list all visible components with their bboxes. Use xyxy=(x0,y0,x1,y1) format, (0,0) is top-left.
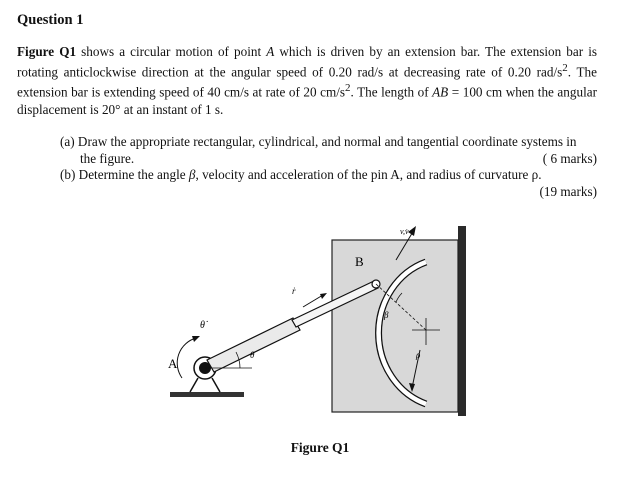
label-theta-dot: θ̇ xyxy=(200,320,205,331)
question-parts xyxy=(60,134,597,200)
part-a-cont: the figure. ( 6 marks) xyxy=(80,150,597,166)
rdot-arrow xyxy=(303,295,323,307)
label-beta: β xyxy=(384,310,389,320)
figure-caption: Figure Q1 xyxy=(290,440,350,455)
ground xyxy=(170,392,244,397)
wall xyxy=(458,226,466,416)
part-b xyxy=(60,167,597,200)
label-theta: θ xyxy=(250,350,255,360)
part-b-marks: (19 marks) xyxy=(539,183,597,199)
part-b-text: (b) Determine the angle β, velocity and acceleration of the pin A, and radius of curvature ρ. xyxy=(60,167,542,182)
part-a-text: (a) Draw the appropriate rectangular, cylindrical, and normal and tangential coordinate systems in xyxy=(60,134,577,149)
question-intro: Figure Q1 shows a circular motion of point A which is driven by an extension bar. The extension bar is rotating anticlockwise direction at the angular speed of 0.20 rad/s at decreasing rate of 0.20 rad/$s^2$. The extension bar is extending speed of 40 cm/s at rate of 20 $cm/s^2$. The length of AB = 100 cm when the angular displacement is 20° at an instant of 1 s. xyxy=(17,44,598,117)
label-a: A xyxy=(168,356,178,371)
question-title: Question 1 xyxy=(17,12,84,28)
mechanism-diagram xyxy=(160,212,480,432)
label-velocity: v,v̇ xyxy=(400,227,409,236)
figure-reference: Figure Q1 xyxy=(17,44,77,59)
extension-bar-sleeve xyxy=(207,318,300,372)
theta-dot-arc xyxy=(177,338,196,378)
part-a xyxy=(60,134,597,167)
part-a-marks: ( 6 marks) xyxy=(542,150,597,166)
label-rho: ρ xyxy=(416,350,421,360)
label-b: B xyxy=(355,254,364,269)
label-r-dot: ṙ xyxy=(292,286,296,296)
